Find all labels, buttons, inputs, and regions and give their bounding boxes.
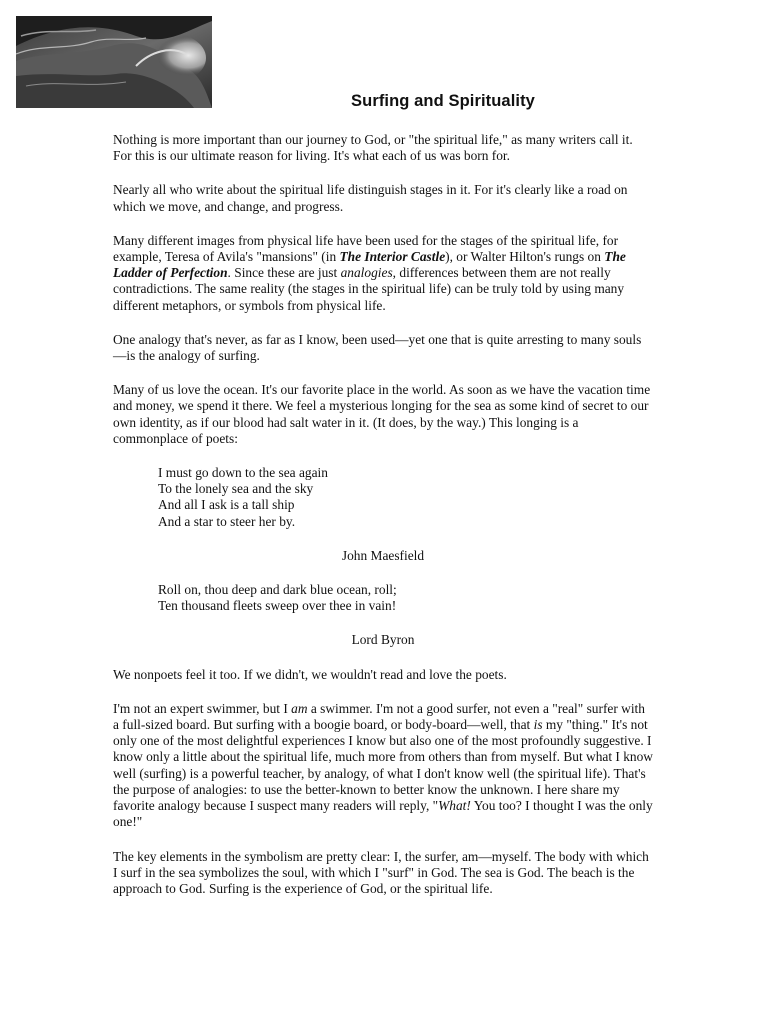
- paragraph-1: Nothing is more important than our journey to God, or "the spiritual life," as many writers call it. For this is our ultimate reason for living. It's what each of us was born for.: [113, 132, 633, 164]
- paragraph-5: Many of us love the ocean. It's our favorite place in the world. As soon as we have the vacation time and money, we spend it there. We feel a mysterious longing for the sea as some kind of secret to our own identity, as if our blood had salt water in it. (It does, by the way.) This longing is a commonplace of poets:: [113, 382, 651, 446]
- poem-line: And a star to steer her by.: [158, 513, 296, 529]
- paragraph-2: Nearly all who write about the spiritual life distinguish stages in it. For it's clearly like a road on which we move, and change, and progress.: [113, 182, 628, 214]
- poem-line: Ten thousand fleets sweep over thee in vain!: [158, 598, 397, 614]
- poem-line: And all I ask is a tall ship: [158, 497, 295, 513]
- poem-byron: [158, 582, 653, 614]
- attribution-byron: Lord Byron: [351, 632, 415, 648]
- paragraph-7: I'm not an expert swimmer, but I am a swimmer. I'm not a good surfer, not even a "real" surfer with a full-sized board. But surfing with a boogie board, or body-board—well, that is my "thing." It's not only one of the most delightful experiences I know but also one of the most profoundly suggestive. I know only a little about the spiritual life, much more from others than from myself. But what I know well (surfing) is a powerful teacher, by analogy, of what I don't know well (the spiritual life). That's the purpose of analogies: to use the better-known to better know the unknown. I here share my favorite analogy because I suspect many readers will reply, "What! You too? I thought I was the only one!": [113, 700, 653, 830]
- poem-line: To the lonely sea and the sky: [158, 481, 314, 497]
- page-title: Surfing and Spirituality: [351, 92, 535, 110]
- poem-line: I must go down to the sea again: [158, 465, 328, 481]
- poem-masefield: [158, 465, 653, 530]
- poem-line: Roll on, thou deep and dark blue ocean, roll;: [158, 582, 397, 598]
- paragraph-8: The key elements in the symbolism are pretty clear: I, the surfer, am—myself. The body with which I surf in the sea symbolizes the soul, with which I "surf" in God. The sea is God. The beach is the approach to God. Surfing is the experience of God, or the spiritual life.: [113, 848, 649, 896]
- attribution-masefield: John Maesfield: [341, 547, 425, 563]
- paragraph-3: Many different images from physical life have been used for the stages of the spiritual life, for example, Teresa of Avila's "mansions" (in The Interior Castle), or Walter Hilton's rungs on The Ladder of Perfection. Since these are just analogies, differences between them are not really contradictions. The same reality (the stages in the spiritual life) can be truly told by using many different metaphors, or symbols from physical life.: [113, 232, 626, 313]
- article-body: [113, 132, 653, 915]
- paragraph-4: One analogy that's never, as far as I know, been used—yet one that is quite arresting to many souls—is the analogy of surfing.: [113, 331, 642, 364]
- paragraph-6: We nonpoets feel it too. If we didn't, we wouldn't read and love the poets.: [113, 666, 507, 682]
